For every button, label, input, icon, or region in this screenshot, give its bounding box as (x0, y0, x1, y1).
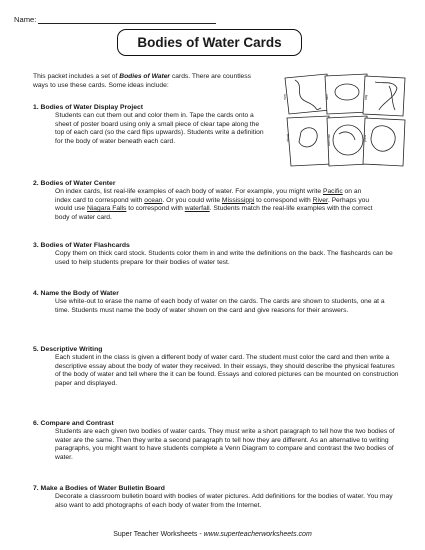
card-label-waterfall: waterfall (327, 134, 331, 146)
section-2-body (55, 188, 375, 222)
page-footer (0, 531, 425, 538)
card-pond (363, 118, 405, 166)
s2-text-c: . Or you could write (162, 196, 222, 204)
section-5-heading: 5. Descriptive Writing (33, 346, 103, 353)
cards-illustration (283, 72, 408, 172)
section-5-body: Each student in the class is given a different body of water card. The student must color the card and then write a descriptive essay about the body of water they received. In their essays, they should describe the physical features of the body of water and tell where the it can be found. Essays and colored pictures can be mounted on construction paper and displayed. (55, 354, 399, 387)
s2-text-f: to correspond with (126, 205, 185, 213)
intro-text-1: This packet includes a set of (33, 73, 120, 80)
s2-text-b: on an index card to correspond with (55, 188, 362, 204)
example-niagara-falls: Niagara Falls (86, 205, 127, 213)
footer-url[interactable]: www.superteacherworksheets.com (203, 531, 312, 538)
section-6-body: Students are each given two bodies of water cards. They must write a short paragraph to tell how the two bodies of water are the same. Then they write a second paragraph to tell how they are different. As an alternative to writing paragraphs, you might want to have students complete a Venn Diagram to compare and contrast the two bodies of water. (55, 428, 395, 461)
intro-paragraph (33, 73, 263, 90)
section-7-body: Decorate a classroom bulletin board with bodies of water pictures. Add definitions for the bodies of water. You may also want to add photographs of each body of water from the Internet. (55, 493, 393, 509)
section-1-body: Students can cut them out and color them in. Tape the cards onto a sheet of poster board using only a small piece of clear tape along the top of each card (so the card flips upwards). Students write a definition for the body of water beneath each card. (55, 112, 264, 145)
section-3-heading: 3. Bodies of Water Flashcards (33, 242, 130, 249)
page-title: Bodies of Water Cards (117, 29, 302, 56)
footer-brand: Super Teacher Worksheets - (113, 531, 204, 538)
card-label-pond: pond (363, 134, 367, 142)
s2-text-d: to correspond with (254, 196, 313, 204)
card-lake (325, 74, 369, 114)
name-field (14, 15, 216, 24)
name-label: Name: (14, 15, 37, 24)
section-3-body: Copy them on thick card stock. Students color them in and write the definitions on the back. The flashcards can be used to help students prepare for their bodies of water test. (55, 250, 393, 266)
section-1-heading: 1. Bodies of Water Display Project (33, 104, 144, 111)
s2-text-g: . Students match the real-life examples with the correct body of water card. (55, 205, 373, 221)
section-2-heading: 2. Bodies of Water Center (33, 180, 116, 187)
example-mississippi: Mississippi (221, 196, 255, 204)
s2-text-a: On index cards, list real-life examples of each body of water. For example, you might write (55, 188, 323, 195)
example-ocean: ocean (144, 196, 163, 204)
intro-emphasis: Bodies of Water (119, 73, 171, 80)
card-bay (363, 76, 405, 116)
section-7-heading: 7. Make a Bodies of Water Bulletin Board (33, 485, 165, 492)
section-6-heading: 6. Compare and Contrast (33, 420, 114, 427)
intro-text-2: cards. There are countless ways to use these cards. Some ideas include: (33, 73, 251, 89)
name-blank-line[interactable] (38, 15, 216, 24)
card-label-bay: bay (364, 94, 368, 100)
card-island (287, 116, 331, 166)
s2-text-e: . Perhaps you would use (55, 196, 370, 213)
card-label-island: island (286, 133, 290, 142)
section-4-body: Use white-out to erase the name of each body of water on the cards. The cards are shown to students, one at a time. Students must name the body of water shown on the card and give reasons for their answers. (55, 298, 385, 314)
card-label-lake: lake (325, 94, 329, 100)
example-river: River (312, 196, 328, 204)
card-river (285, 74, 330, 114)
section-4-heading: 4. Name the Body of Water (33, 290, 119, 297)
example-waterfall: waterfall (184, 205, 210, 213)
card-label-river: river (283, 93, 287, 100)
example-pacific: Pacific (323, 188, 343, 195)
